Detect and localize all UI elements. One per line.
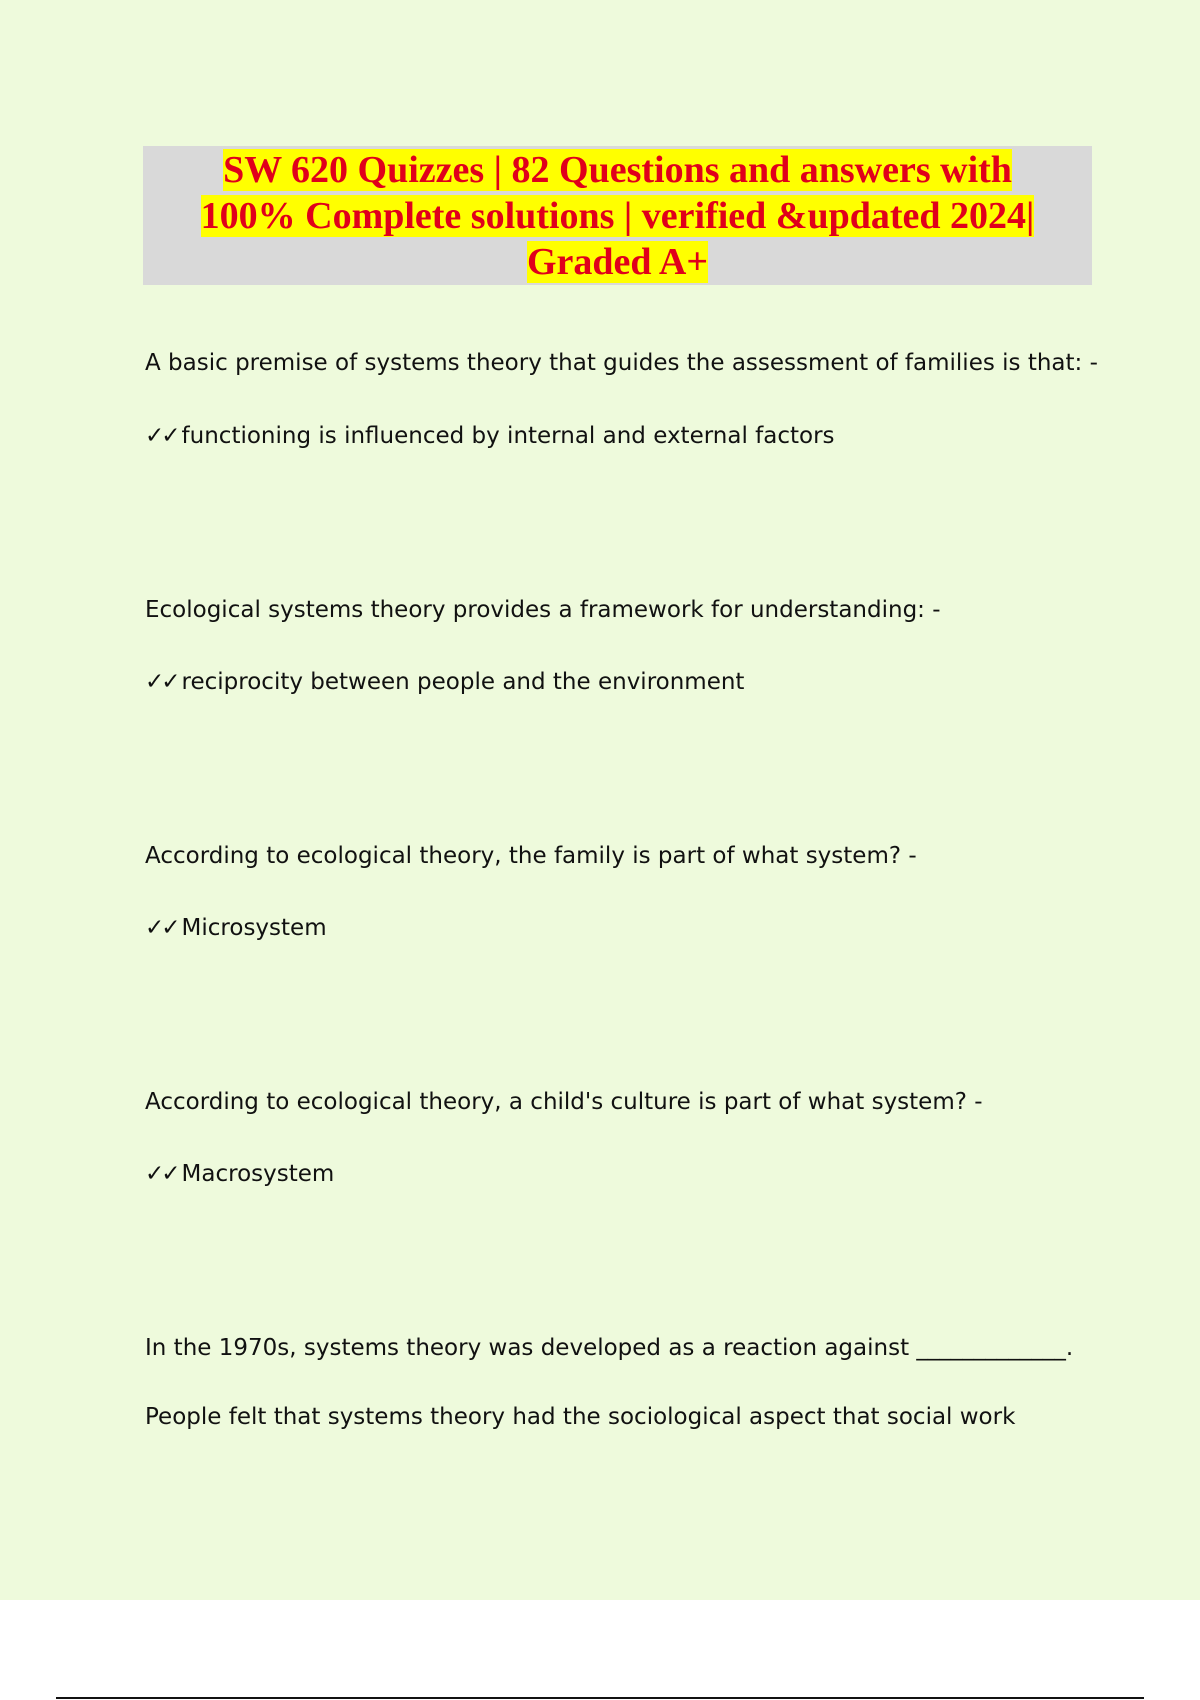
question-4: According to ecological theory, a child's culture is part of what system? -	[145, 1089, 983, 1115]
question-3: According to ecological theory, the family is part of what system? -	[145, 843, 917, 869]
question-2: Ecological systems theory provides a framework for understanding: -	[145, 597, 941, 623]
title-line-2: 100% Complete solutions | verified &updated 2024|	[200, 194, 1035, 237]
answer-3	[145, 913, 327, 943]
question-5: In the 1970s, systems theory was developed as a reaction against _____________.	[145, 1335, 1074, 1361]
answer-2	[145, 667, 744, 697]
title-line-1: SW 620 Quizzes | 82 Questions and answers with	[223, 148, 1012, 191]
answer-2-text: reciprocity between people and the environment	[181, 669, 745, 695]
answer-4	[145, 1159, 334, 1189]
title-line-3: Graded A+	[526, 240, 709, 283]
answer-3-text: Microsystem	[181, 915, 327, 941]
answer-4-text: Macrosystem	[181, 1161, 335, 1187]
double-check-icon: ✓✓	[145, 1161, 178, 1187]
answer-5-text: People felt that systems theory had the sociological aspect that social work	[145, 1404, 1016, 1430]
double-check-icon: ✓✓	[145, 669, 178, 695]
document-title	[201, 147, 1035, 285]
footer-divider	[56, 1697, 1144, 1699]
title-banner	[143, 146, 1092, 285]
double-check-icon: ✓✓	[145, 423, 178, 449]
question-1: A basic premise of systems theory that guides the assessment of families is that: -	[145, 350, 1098, 376]
answer-1	[145, 421, 835, 451]
double-check-icon: ✓✓	[145, 915, 178, 941]
answer-1-text: functioning is influenced by internal and external factors	[181, 423, 835, 449]
